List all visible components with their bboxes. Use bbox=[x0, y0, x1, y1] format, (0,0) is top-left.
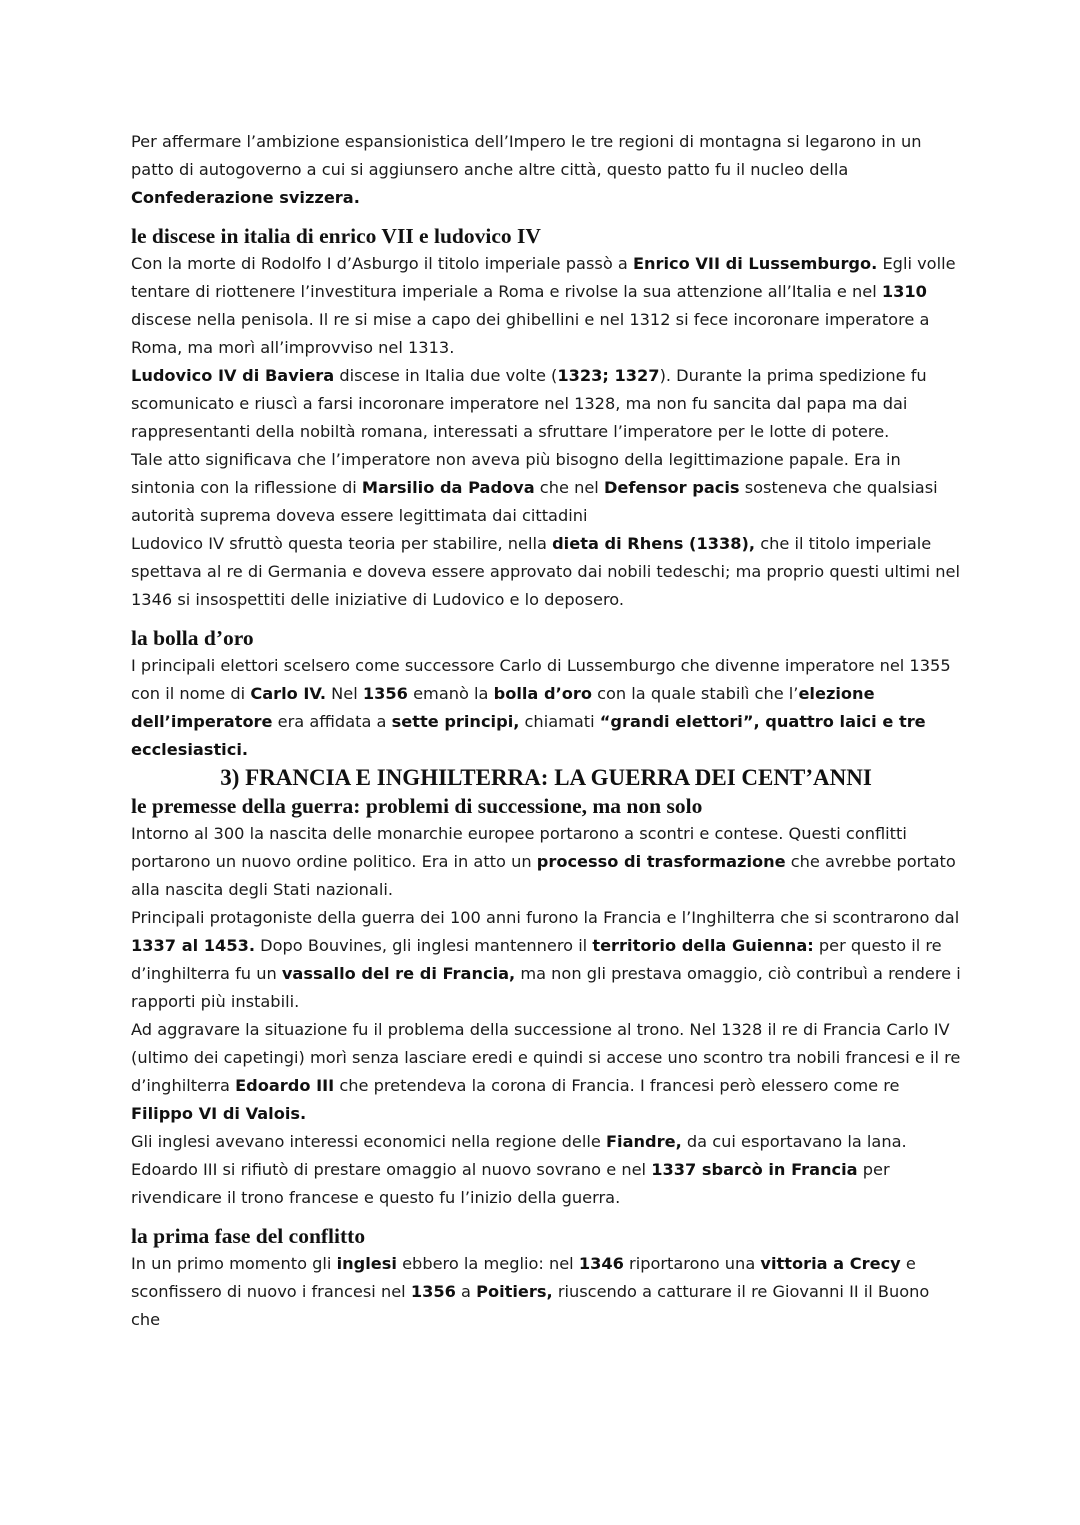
bold-text: inglesi bbox=[336, 1254, 397, 1273]
text-run: che avrebbe portato alla nascita degli Stati nazionali. bbox=[131, 852, 956, 899]
bold-text: Defensor pacis bbox=[603, 478, 740, 497]
text-run: Ad aggravare la situazione fu il problema della successione al trono. Nel 1328 il re di Francia Carlo IV (ultimo dei capetingi) morì senza lasciare eredi e quindi si accese uno scontro tra nobili francesi e il re d’inghilterra bbox=[131, 1020, 961, 1095]
text-run: Nel bbox=[326, 684, 363, 703]
bold-text: elezione dell’imperatore bbox=[131, 684, 875, 731]
text-run: e sconfissero di nuovo i francesi nel bbox=[131, 1254, 916, 1301]
paragraph bbox=[131, 904, 961, 1016]
text-run: che pretendeva la corona di Francia. I francesi però elessero come re bbox=[334, 1076, 900, 1095]
bold-text: dieta di Rhens (1338), bbox=[552, 534, 756, 553]
bold-text: 1337 sbarcò in Francia bbox=[651, 1160, 858, 1179]
text-run: da cui esportavano la lana. Edoardo III si rifiutò di prestare omaggio al nuovo sovrano e nel bbox=[131, 1132, 907, 1179]
bold-text: Confederazione svizzera. bbox=[131, 188, 360, 207]
text-run: Tale atto significava che l’imperatore non aveva più bisogno della legittimazione papale. Era in sintonia con la riflessione di bbox=[131, 450, 901, 497]
text-run: discese nella penisola. Il re si mise a capo dei ghibellini e nel 1312 si fece incoronare imperatore a Roma, ma morì all’improvviso nel 1313. bbox=[131, 310, 930, 357]
text-run: ebbero la meglio: nel bbox=[396, 1254, 579, 1273]
bold-text: Filippo VI di Valois. bbox=[131, 1104, 307, 1123]
text-run: emanò la bbox=[407, 684, 494, 703]
bold-text: “grandi elettori”, quattro laici e tre ecclesiastici. bbox=[131, 712, 926, 759]
section-heading: le premesse della guerra: problemi di successione, ma non solo bbox=[131, 794, 703, 818]
section-heading: la bolla d’oro bbox=[131, 626, 254, 650]
bold-text: 1346 bbox=[578, 1254, 624, 1273]
paragraph bbox=[131, 652, 961, 764]
bold-text: Marsilio da Padova bbox=[361, 478, 535, 497]
bold-text: Poitiers, bbox=[476, 1282, 553, 1301]
text-run: Dopo Bouvines, gli inglesi mantennero il bbox=[255, 936, 593, 955]
text-run: che nel bbox=[534, 478, 604, 497]
document-page bbox=[131, 128, 961, 1334]
text-run: Gli inglesi avevano interessi economici nella regione delle bbox=[131, 1132, 606, 1151]
paragraph bbox=[131, 530, 961, 614]
bold-text: Ludovico IV di Baviera bbox=[131, 366, 335, 385]
bold-text: sette principi, bbox=[391, 712, 520, 731]
bold-text: 1310 bbox=[881, 282, 927, 301]
text-run: Principali protagoniste della guerra dei 100 anni furono la Francia e l’Inghilterra che si scontrarono dal bbox=[131, 908, 960, 927]
bold-text: Enrico VII di Lussemburgo. bbox=[632, 254, 878, 273]
section-heading: le discese in italia di enrico VII e ludovico IV bbox=[131, 224, 541, 248]
text-run: sosteneva che qualsiasi autorità suprema doveva essere legittimata dai cittadini bbox=[131, 478, 938, 525]
text-run: ). Durante la prima spedizione fu scomunicato e riuscì a farsi incoronare imperatore nel 1328, ma non fu sancita dal papa ma dai rappresentanti della nobiltà romana, interessati a sfruttare l’imperatore per le lotte di potere. bbox=[131, 366, 927, 441]
section-heading: la prima fase del conflitto bbox=[131, 1224, 366, 1248]
bold-text: 1356 bbox=[362, 684, 408, 703]
text-run: riportarono una bbox=[623, 1254, 761, 1273]
text-run: per rivendicare il trono francese e questo fu l’inizio della guerra. bbox=[131, 1160, 890, 1207]
text-run: chiamati bbox=[519, 712, 600, 731]
bold-text: 1356 bbox=[410, 1282, 456, 1301]
paragraph bbox=[131, 1016, 961, 1128]
text-run: riuscendo a catturare il re Giovanni II il Buono che bbox=[131, 1282, 930, 1329]
text-run: Per affermare l’ambizione espansionistica dell’Impero le tre regioni di montagna si legarono in un patto di autogoverno a cui si aggiunsero anche altre città, questo patto fu il nucleo della bbox=[131, 132, 922, 179]
bold-text: vassallo del re di Francia, bbox=[281, 964, 516, 983]
text-run: discese in Italia due volte ( bbox=[334, 366, 558, 385]
paragraph bbox=[131, 1128, 961, 1212]
text-run: era affidata a bbox=[272, 712, 392, 731]
bold-text: territorio della Guienna: bbox=[592, 936, 814, 955]
text-run: In un primo momento gli bbox=[131, 1254, 337, 1273]
text-run: Con la morte di Rodolfo I d’Asburgo il titolo imperiale passò a bbox=[131, 254, 633, 273]
bold-text: 1337 al 1453. bbox=[131, 936, 255, 955]
text-run: Egli volle tentare di riottenere l’investitura imperiale a Roma e rivolse la sua attenzione all’Italia e nel bbox=[131, 254, 956, 301]
paragraph bbox=[131, 250, 961, 362]
text-run: a bbox=[455, 1282, 477, 1301]
paragraph bbox=[131, 446, 961, 530]
bold-text: Fiandre, bbox=[606, 1132, 682, 1151]
bold-text: Edoardo III bbox=[235, 1076, 335, 1095]
paragraph bbox=[131, 362, 961, 446]
bold-text: bolla d’oro bbox=[493, 684, 592, 703]
text-run: con la quale stabilì che l’ bbox=[591, 684, 799, 703]
text-run: Ludovico IV sfruttò questa teoria per stabilire, nella bbox=[131, 534, 553, 553]
bold-text: Carlo IV. bbox=[250, 684, 327, 703]
chapter-title: 3) FRANCIA E INGHILTERRA: LA GUERRA DEI CENT’ANNI bbox=[220, 765, 872, 790]
paragraph bbox=[131, 820, 961, 904]
paragraph bbox=[131, 1250, 961, 1334]
text-run: Intorno al 300 la nascita delle monarchie europee portarono a scontri e contese. Questi conflitti portarono un nuovo ordine politico. Era in atto un bbox=[131, 824, 907, 871]
bold-text: processo di trasformazione bbox=[536, 852, 786, 871]
bold-text: vittoria a Crecy bbox=[760, 1254, 901, 1273]
bold-text: 1323; 1327 bbox=[557, 366, 660, 385]
text-run: per questo il re d’inghilterra fu un bbox=[131, 936, 942, 983]
paragraph bbox=[131, 128, 961, 212]
text-run: I principali elettori scelsero come successore Carlo di Lussemburgo che divenne imperatore nel 1355 con il nome di bbox=[131, 656, 951, 703]
text-run: che il titolo imperiale spettava al re di Germania e doveva essere approvato dai nobili tedeschi; ma proprio questi ultimi nel 1346 si insospettiti delle iniziative di Ludovico e lo deposero. bbox=[131, 534, 960, 609]
text-run: ma non gli prestava omaggio, ciò contribuì a rendere i rapporti più instabili. bbox=[131, 964, 961, 1011]
